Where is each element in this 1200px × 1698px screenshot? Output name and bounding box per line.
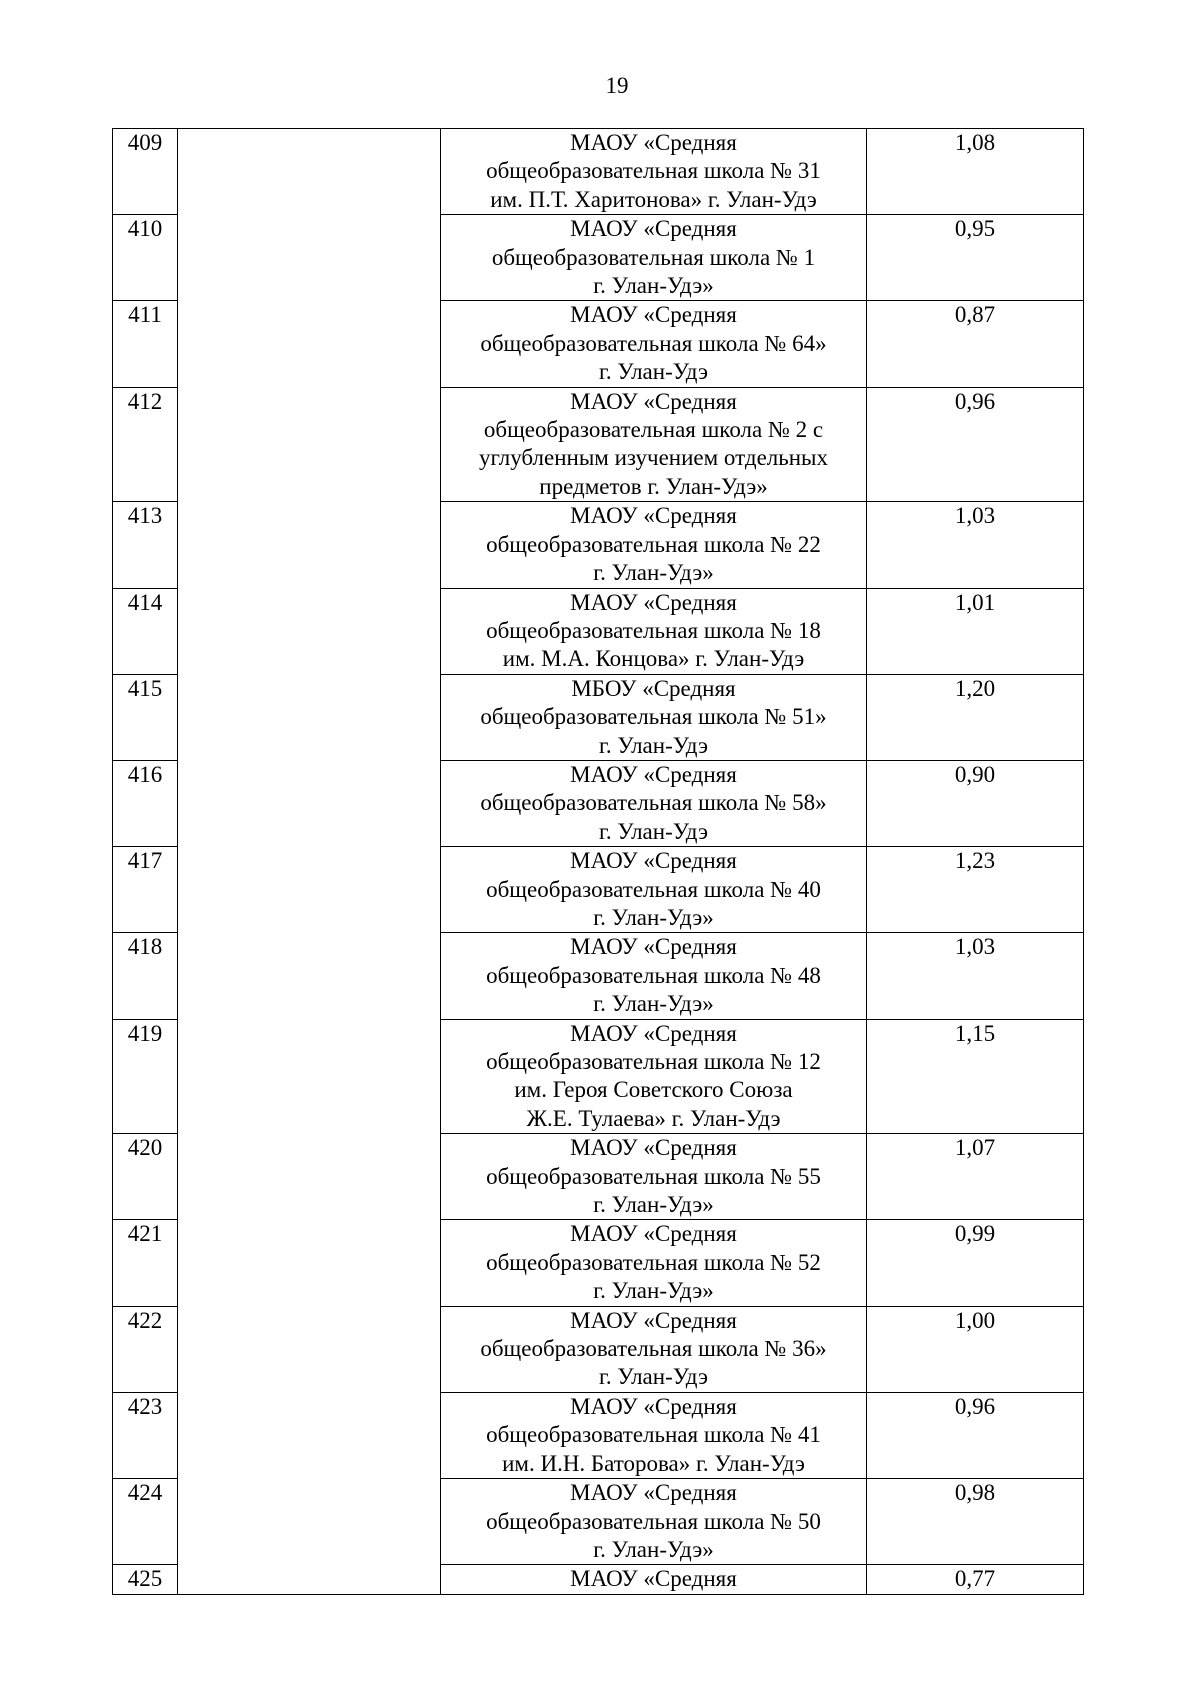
coefficient-cell: 1,23 [867,847,1084,933]
row-number-cell: 417 [113,847,178,933]
row-number-cell: 413 [113,502,178,588]
school-name-line: г. Улан-Удэ [599,359,708,385]
school-name-line: Ж.Е. Тулаева» г. Улан-Удэ [526,1105,781,1131]
coefficient-cell: 1,15 [867,1019,1084,1134]
school-name-cell [441,674,867,760]
school-name-line: МАОУ «Средняя [570,302,737,328]
coefficient-cell: 0,96 [867,1392,1084,1478]
school-name-line: МБОУ «Средняя [571,675,736,701]
coefficient-cell: 1,20 [867,674,1084,760]
school-name-line: МАОУ «Средняя [570,130,737,155]
coefficient-cell: 0,77 [867,1565,1084,1594]
row-number-cell: 416 [113,760,178,846]
coefficient-cell: 1,03 [867,933,1084,1019]
school-name-line: общеобразовательная школа № 36» [480,1336,827,1362]
coefficient-cell: 0,90 [867,760,1084,846]
row-number-cell: 421 [113,1220,178,1306]
school-name-cell [441,760,867,846]
school-name-cell [441,129,867,215]
school-name-line: общеобразовательная школа № 12 [486,1049,821,1074]
row-number-cell: 423 [113,1392,178,1478]
school-name-line: МАОУ «Средняя [570,934,737,960]
school-name-cell [441,1479,867,1565]
school-name-cell [441,847,867,933]
school-name-cell [441,502,867,588]
school-name-line: МАОУ «Средняя [570,1221,737,1247]
school-name-line: МАОУ «Средняя [570,1020,737,1046]
row-number-cell: 414 [113,588,178,674]
row-number-cell: 415 [113,674,178,760]
school-name-line: г. Улан-Удэ» [593,991,714,1017]
coefficient-cell: 1,03 [867,502,1084,588]
school-name-cell [441,301,867,387]
school-name-line: общеобразовательная школа № 58» [480,790,827,816]
row-number-cell: 425 [113,1565,178,1594]
school-name-line: общеобразовательная школа № 50 [486,1508,821,1534]
row-number-cell: 420 [113,1134,178,1220]
school-name-line: г. Улан-Удэ» [593,1192,714,1218]
row-number-cell: 418 [113,933,178,1019]
coefficient-cell: 1,00 [867,1306,1084,1392]
coefficient-cell: 1,07 [867,1134,1084,1220]
row-number-cell: 410 [113,215,178,301]
row-number-cell: 419 [113,1019,178,1134]
schools-table [112,128,1084,1595]
table-row [113,129,1084,215]
coefficient-cell: 0,98 [867,1479,1084,1565]
school-name-cell [441,387,867,502]
school-name-line: МАОУ «Средняя [570,761,737,787]
school-name-cell [441,588,867,674]
school-name-line: общеобразовательная школа № 48 [486,962,821,988]
coefficient-cell: 0,99 [867,1220,1084,1306]
school-name-line: МАОУ «Средняя [570,503,737,529]
school-name-cell [441,1392,867,1478]
merged-empty-cell [178,129,441,1595]
school-name-cell [441,1306,867,1392]
school-name-line: им. И.Н. Баторова» г. Улан-Удэ [502,1450,805,1476]
school-name-line: им. П.Т. Харитонова» г. Улан-Удэ [490,186,817,212]
coefficient-cell: 0,96 [867,387,1084,502]
school-name-cell [441,933,867,1019]
school-name-line: общеобразовательная школа № 52 [486,1249,821,1275]
coefficient-cell: 1,08 [867,129,1084,215]
row-number-cell: 424 [113,1479,178,1565]
school-name-line: г. Улан-Удэ [599,818,708,844]
school-name-cell [441,1565,867,1594]
school-name-line: г. Улан-Удэ» [593,904,714,930]
page-number: 19 [605,73,629,98]
school-name-line: МАОУ «Средняя [570,1135,737,1161]
school-name-cell [441,215,867,301]
school-name-line: общеобразовательная школа № 64» [480,330,827,356]
school-name-line: общеобразовательная школа № 22 [486,531,821,557]
school-name-line: общеобразовательная школа № 1 [491,244,816,270]
school-name-line: г. Улан-Удэ» [593,560,714,586]
school-name-line: МАОУ «Средняя [570,1307,737,1333]
school-name-line: общеобразовательная школа № 40 [486,876,821,902]
coefficient-cell: 1,01 [867,588,1084,674]
school-name-line: углубленным изучением отдельных [478,445,829,471]
school-name-line: общеобразовательная школа № 18 [486,617,821,643]
school-name-line: общеобразовательная школа № 41 [486,1422,821,1448]
school-name-line: г. Улан-Удэ» [593,1536,714,1562]
row-number-cell: 409 [113,129,178,215]
school-name-line: г. Улан-Удэ [599,1364,708,1390]
school-name-cell [441,1134,867,1220]
school-name-line: г. Улан-Удэ [599,732,708,758]
coefficient-cell: 0,87 [867,301,1084,387]
school-name-line: МАОУ «Средняя [570,848,737,874]
school-name-line: общеобразовательная школа № 51» [480,704,827,730]
row-number-cell: 422 [113,1306,178,1392]
school-name-line: общеобразовательная школа № 31 [486,158,821,184]
school-name-line: МАОУ «Средняя [570,388,737,414]
row-number-cell: 411 [113,301,178,387]
table-body [113,129,1084,1595]
coefficient-cell: 0,95 [867,215,1084,301]
school-name-line: г. Улан-Удэ» [593,273,714,299]
school-name-line: предметов г. Улан-Удэ» [539,473,768,499]
school-name-line: им. М.А. Концова» г. Улан-Удэ [502,646,805,672]
school-name-line: г. Улан-Удэ» [593,1278,714,1304]
row-number-cell: 412 [113,387,178,502]
school-name-line: им. Героя Советского Союза [514,1077,793,1103]
school-name-line: МАОУ «Средняя [570,1566,737,1592]
school-name-line: МАОУ «Средняя [570,216,737,242]
school-name-line: общеобразовательная школа № 2 с [483,417,824,443]
school-name-line: МАОУ «Средняя [570,1393,737,1419]
school-name-line: общеобразовательная школа № 55 [486,1163,821,1189]
school-name-cell [441,1019,867,1134]
school-name-line: МАОУ «Средняя [570,1480,737,1506]
school-name-line: МАОУ «Средняя [570,589,737,615]
school-name-cell [441,1220,867,1306]
